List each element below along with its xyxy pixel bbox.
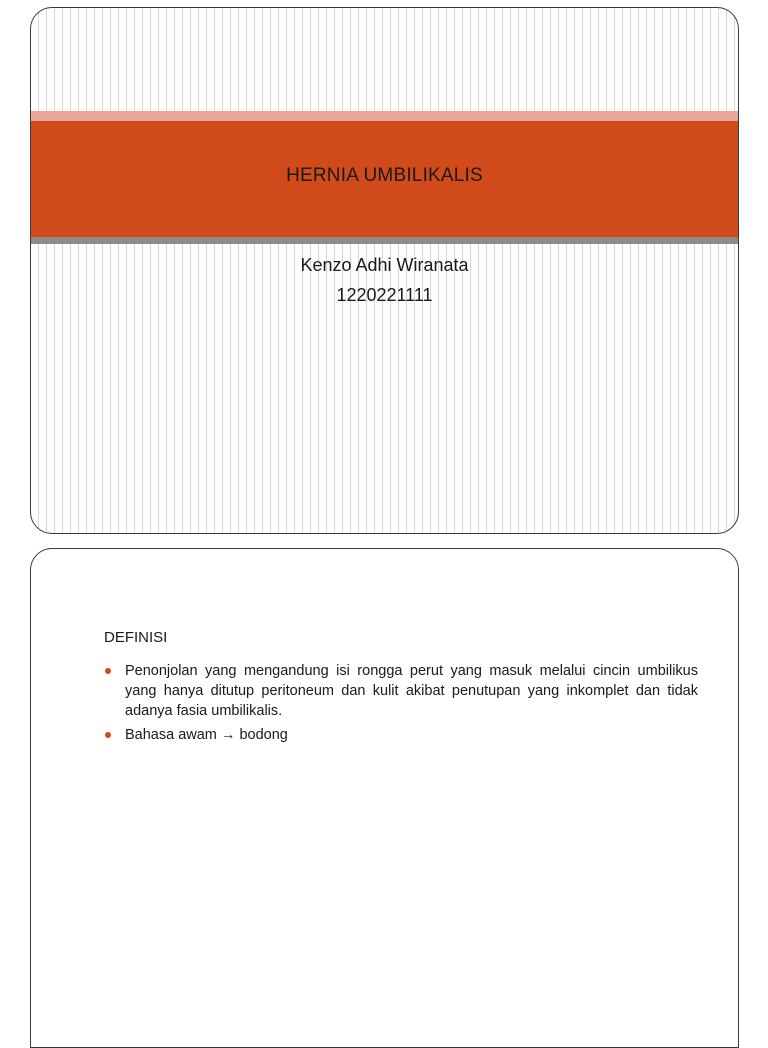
- student-id: 1220221111: [336, 285, 433, 305]
- arrow-right-icon: →: [220, 727, 236, 743]
- title-stripe-bottom: [31, 237, 738, 244]
- bullet-text-before: Bahasa awam: [125, 727, 217, 743]
- bullet-dot-icon: [105, 668, 111, 674]
- bullet-text-after: bodong: [239, 727, 288, 743]
- definition-slide: [30, 548, 739, 1048]
- slide-title: HERNIA UMBILIKALIS: [286, 165, 483, 186]
- bullet-item: [104, 661, 698, 721]
- bullet-item: [104, 725, 698, 745]
- title-stripe-top: [31, 111, 738, 121]
- section-heading: DEFINISI: [104, 629, 168, 646]
- bullet-list: [104, 661, 698, 749]
- title-slide: [30, 7, 739, 534]
- author-name: Kenzo Adhi Wiranata: [300, 255, 469, 275]
- bullet-dot-icon: [105, 732, 111, 738]
- bullet-text: Penonjolan yang mengandung isi rongga perut yang masuk melalui cincin umbilikus yang hanya ditutup peritoneum dan kulit akibat penutupan yang inkomplet dan tidak adanya fasia umbilikalis.: [125, 663, 698, 719]
